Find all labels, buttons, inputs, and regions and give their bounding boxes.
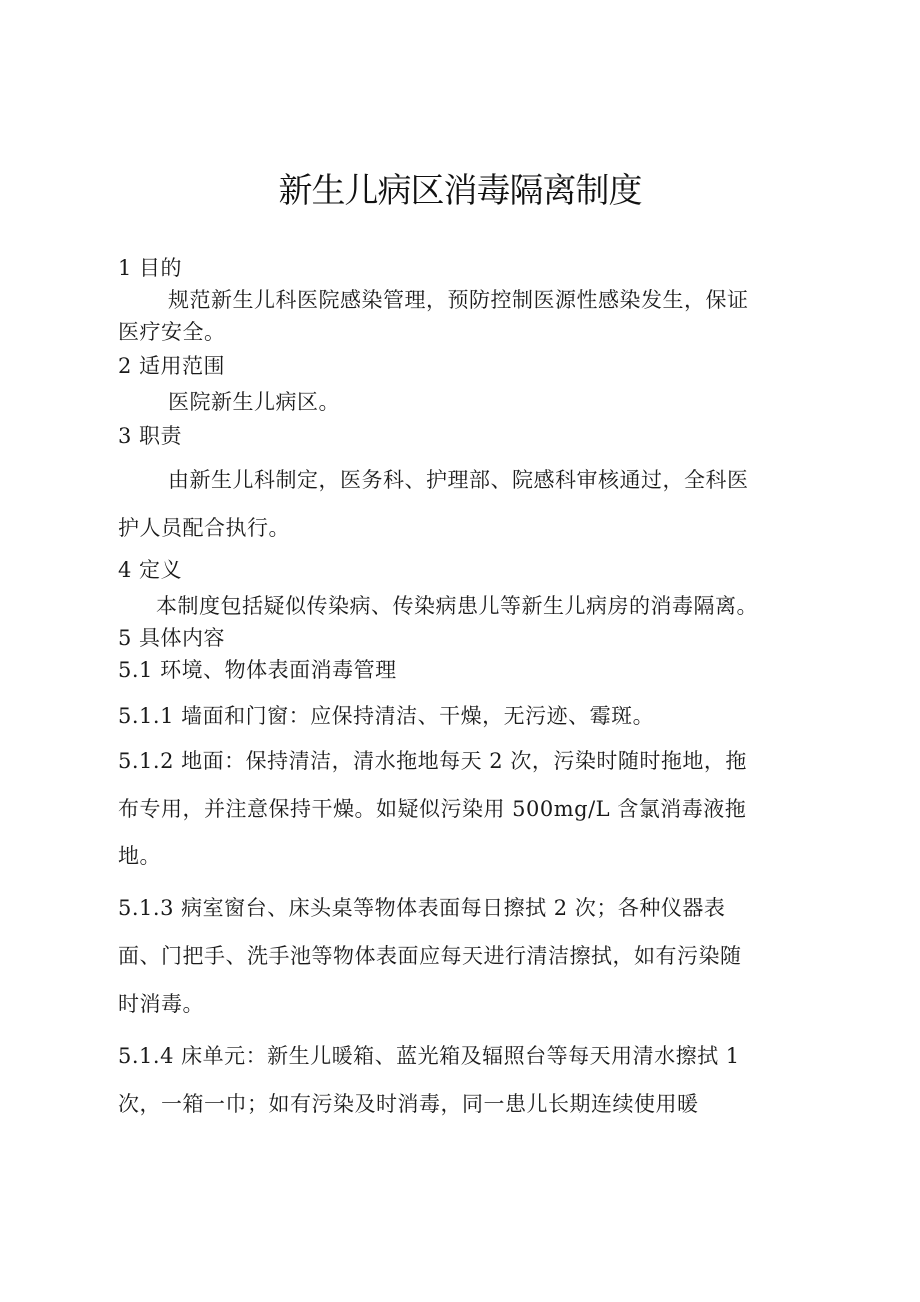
- paragraph-line: 面、门把手、洗手池等物体表面应每天进行清洁擦拭，如有污染随: [118, 944, 742, 968]
- paragraph-line: 医院新生儿病区。: [168, 390, 340, 414]
- paragraph-line: 地。: [118, 844, 161, 868]
- document-title: 新生儿病区消毒隔离制度: [278, 171, 642, 211]
- section-heading-purpose: 1 目的: [118, 256, 183, 280]
- paragraph-line: 由新生儿科制定，医务科、护理部、院感科审核通过，全科医: [168, 468, 749, 492]
- paragraph-line: 时消毒。: [118, 992, 204, 1016]
- paragraph-line: 5.1.3 病室窗台、床头桌等物体表面每日擦拭 2 次；各种仪器表: [118, 896, 726, 920]
- paragraph-line: 护人员配合执行。: [118, 516, 290, 540]
- section-heading-definition: 4 定义: [118, 558, 183, 582]
- subsection-heading: 5.1 环境、物体表面消毒管理: [118, 658, 397, 682]
- paragraph-line: 次，一箱一巾；如有污染及时消毒，同一患儿长期连续使用暖: [118, 1092, 699, 1116]
- paragraph-line: 5.1.4 床单元：新生儿暖箱、蓝光箱及辐照台等每天用清水擦拭 1: [118, 1044, 740, 1068]
- section-heading-content: 5 具体内容: [118, 626, 226, 650]
- paragraph-line: 医疗安全。: [118, 320, 226, 344]
- paragraph-line: 本制度包括疑似传染病、传染病患儿等新生儿病房的消毒隔离。: [156, 594, 758, 618]
- section-heading-responsibility: 3 职责: [118, 424, 183, 448]
- section-heading-scope: 2 适用范围: [118, 354, 226, 378]
- paragraph-line: 布专用，并注意保持干燥。如疑似污染用 500mg/L 含氯消毒液拖: [118, 797, 747, 821]
- paragraph-line: 5.1.1 墙面和门窗：应保持清洁、干燥，无污迹、霉斑。: [118, 704, 655, 728]
- paragraph-line: 5.1.2 地面：保持清洁，清水拖地每天 2 次，污染时随时拖地，拖: [118, 749, 747, 773]
- paragraph-line: 规范新生儿科医院感染管理，预防控制医源性感染发生，保证: [168, 288, 749, 312]
